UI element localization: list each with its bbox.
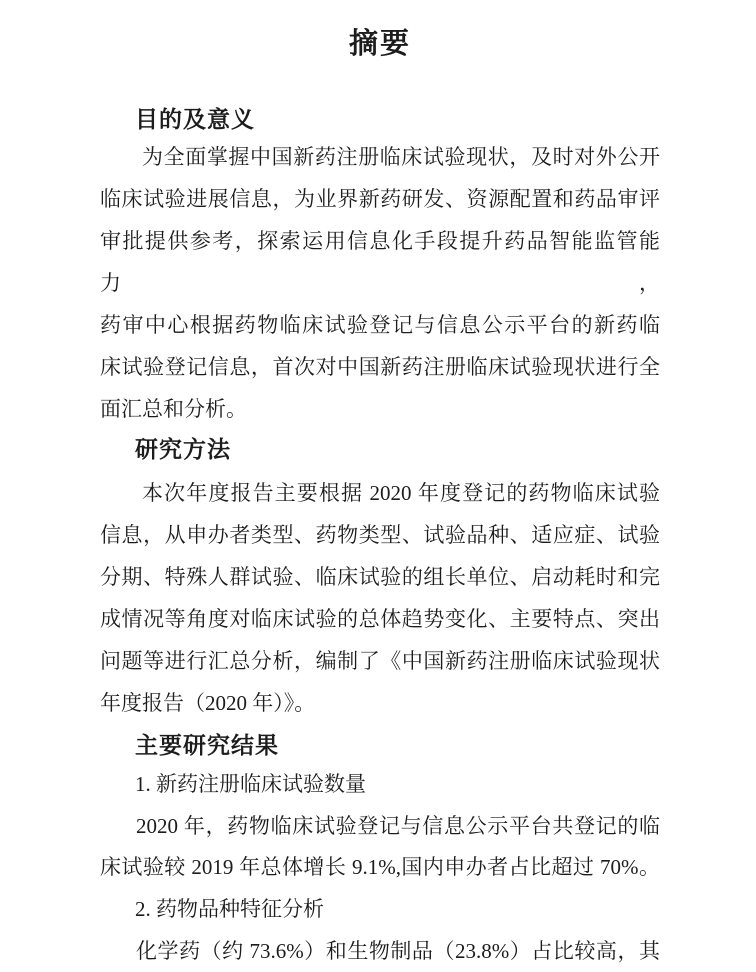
text-line: 审批提供参考，探索运用信息化手段提升药品智能监管能力， xyxy=(100,229,660,295)
text-line: 2020 年，药物临床试验登记与信息公示平台共登记的临 xyxy=(136,814,660,838)
text-line: 化学药（约 73.6%）和生物制品（23.8%）占比较高，其 xyxy=(136,939,660,963)
text-line: 药审中心根据药物临床试验登记与信息公示平台的新药临 xyxy=(100,313,660,337)
text-line: 问题等进行汇总分析，编制了《中国新药注册临床试验现状 xyxy=(100,649,660,673)
text-line: 临床试验进展信息，为业界新药研发、资源配置和药品审评 xyxy=(100,187,660,211)
section-heading-method: 研究方法 xyxy=(135,436,231,462)
result-item-2-title: 2. 药物品种特征分析 xyxy=(135,897,324,921)
text-line: 成情况等角度对临床试验的总体趋势变化、主要特点、突出 xyxy=(100,607,660,631)
page-title: 摘要 xyxy=(348,28,411,60)
text-line: 面汇总和分析。 xyxy=(100,397,247,421)
section-heading-purpose: 目的及意义 xyxy=(135,106,255,132)
text-line: 床试验较 2019 年总体增长 9.1%,国内申办者占比超过 70%。 xyxy=(100,855,660,879)
text-line: 年度报告（2020 年）》。 xyxy=(100,691,316,715)
text-line: 为全面掌握中国新药注册临床试验现状，及时对外公开 xyxy=(142,145,660,169)
result-item-1-title: 1. 新药注册临床试验数量 xyxy=(135,772,366,796)
text-line: 本次年度报告主要根据 2020 年度登记的药物临床试验 xyxy=(142,481,660,505)
paragraph-purpose xyxy=(100,136,660,430)
text-line: 信息，从申办者类型、药物类型、试验品种、适应症、试验 xyxy=(100,523,660,547)
section-heading-results: 主要研究结果 xyxy=(135,732,279,758)
text-line: 分期、特殊人群试验、临床试验的组长单位、启动耗时和完 xyxy=(100,565,660,589)
result-item-2-paragraph xyxy=(100,931,660,972)
document-content xyxy=(100,0,660,972)
result-item-1-paragraph xyxy=(100,806,660,888)
paragraph-method xyxy=(100,472,660,724)
text-line: 床试验登记信息，首次对中国新药注册临床试验现状进行全 xyxy=(100,355,660,379)
